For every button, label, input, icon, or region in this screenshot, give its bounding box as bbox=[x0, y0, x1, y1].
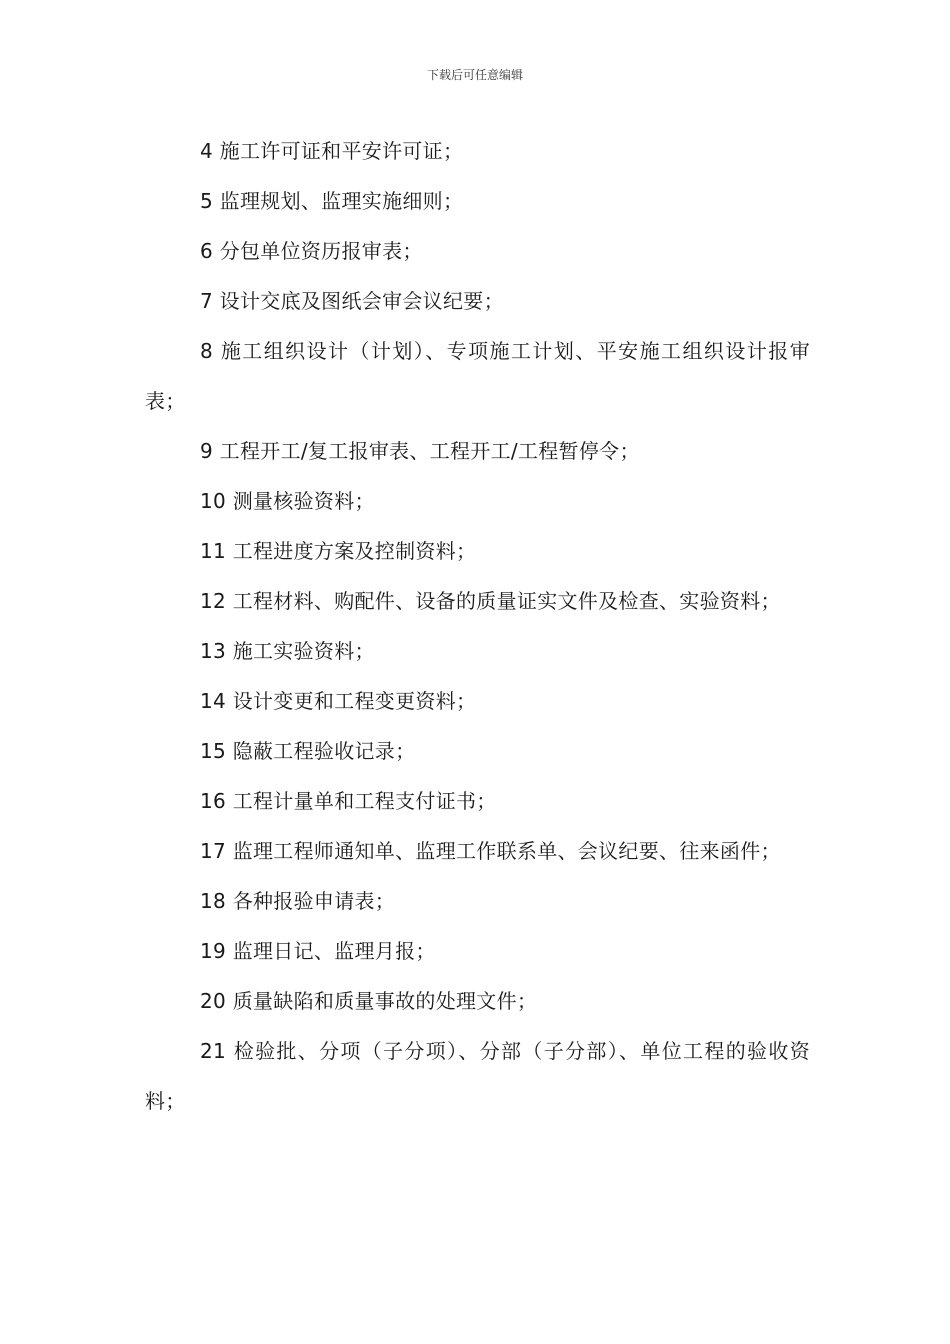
list-item: 20 质量缺陷和质量事故的处理文件； bbox=[200, 989, 538, 1013]
list-item: 21 检验批、分项（子分项）、分部（子分部）、单位工程的验收资料； bbox=[145, 1039, 810, 1113]
list-item: 10 测量核验资料； bbox=[200, 489, 375, 513]
list-item: 17 监理工程师通知单、监理工作联系单、会议纪要、往来函件； bbox=[200, 839, 781, 863]
list-item: 4 施工许可证和平安许可证； bbox=[200, 139, 464, 163]
list-item: 18 各种报验申请表； bbox=[200, 889, 396, 913]
archive-item-list bbox=[145, 126, 810, 1126]
list-item: 6 分包单位资历报审表； bbox=[200, 239, 423, 263]
list-item: 12 工程材料、购配件、设备的质量证实文件及检查、实验资料； bbox=[200, 589, 781, 613]
list-item: 14 设计变更和工程变更资料； bbox=[200, 689, 477, 713]
list-item: 8 施工组织设计（计划）、专项施工计划、平安施工组织设计报审表； bbox=[145, 339, 810, 413]
list-item: 7 设计交底及图纸会审会议纪要； bbox=[200, 289, 504, 313]
list-item: 15 隐蔽工程验收记录； bbox=[200, 739, 416, 763]
list-item: 19 监理日记、监理月报； bbox=[200, 939, 436, 963]
list-item: 9 工程开工/复工报审表、工程开工/工程暂停令； bbox=[200, 439, 640, 463]
list-item: 13 施工实验资料； bbox=[200, 639, 375, 663]
header-note: 下载后可任意编辑 bbox=[426, 68, 523, 82]
list-item: 16 工程计量单和工程支付证书； bbox=[200, 789, 497, 813]
list-item: 5 监理规划、监理实施细则； bbox=[200, 189, 464, 213]
list-item: 11 工程进度方案及控制资料； bbox=[200, 539, 477, 563]
